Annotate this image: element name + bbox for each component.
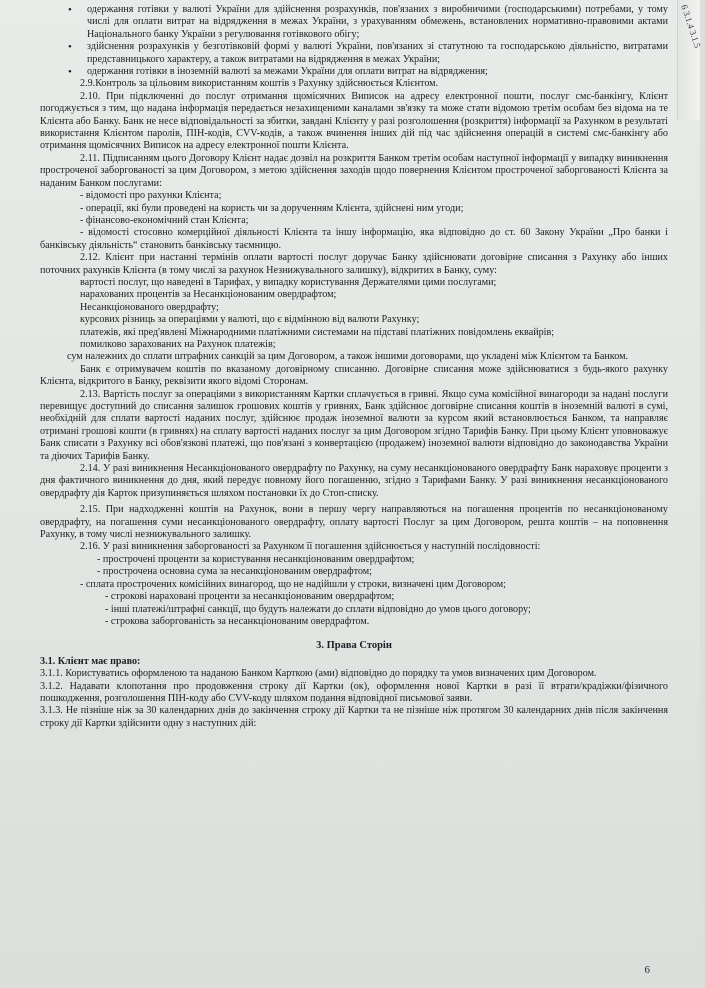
paragraph: - прострочені проценти за користування несанкціонованим овердрафтом;: [97, 553, 415, 565]
paragraph: сум належних до сплати штрафних санкцій за цим Договором, а також іншими договорами, що укладені між Клієнтом та Банком.: [67, 351, 629, 363]
paragraph: 2.13. Вартість послуг за операціями з використанням Картки сплачується в гривні. Якщо сума комісійної винагороди за надані послуги перевищує доступний до списання залишок грошових коштів у гривнях, Банк здійснює договірне списання коштів в іноземній валюті в сумі, необхідній для сплати вартості наданих послуг, здійснює продаж іноземної валюти за курсом який встановлюється Банком, та направляє отримані грошові кошти (в гривнях) на сплату вартості наданих послуг за цим Договором згідно Тарифів Банку. При цьому Клієнт уповноважує Банк списати з Рахунку всі обов'язкові платежі, що пов'язані з конвертацією (продажем) іноземної валюти відповідно до законодавства України та діючих Тарифів Банку.: [40, 388, 668, 462]
paragraph: 3.1. Клієнт має право:: [40, 655, 141, 667]
paragraph: 2.16. У разі виникнення заборгованості за Рахунком її погашення здійснюється у наступній послідовності:: [80, 541, 541, 553]
paragraph: Несанкціонованого овердрафту;: [80, 301, 219, 313]
paragraph: - прострочена основна сума за несанкціонованим овердрафтом;: [97, 566, 372, 578]
paragraph: Банк є отримувачем коштів по вказаному договірному списанню. Договірне списання може здійснюватися з будь-якого рахунку Клієнта, відкритого в Банку, реквізити якого відомі Сторонам.: [40, 363, 668, 388]
paragraph: помилково зарахованих на Рахунок платежів;: [80, 338, 276, 350]
paragraph: 2.14. У разі виникнення Несанкціонованого овердрафту по Рахунку, на суму несанкціонованого овердрафту Банк нараховує проценти з дня фактичного виникнення до дня, який передує повному його погашенню, згідно з Тарифами Банку. У разі виникнення несанкціонованого овердрафту дія Карток призупиняється шляхом постановки їх до Стоп-списку.: [40, 463, 668, 499]
paragraph: - відомості стосовно комерційної діяльності Клієнта та іншу інформацію, яка відповідно до ст. 60 Закону України „Про банки і банківську діяльність“ становить банківську таємницю.: [40, 227, 668, 251]
paragraph: платежів, які пред'явлені Міжнародними платіжними системами на підставі платіжних повідомлень еквайрів;: [80, 326, 555, 338]
section-heading: 3. Права Сторін: [316, 640, 392, 652]
paragraph: - фінансово-економічний стан Клієнта;: [80, 214, 249, 226]
paragraph: вартості послуг, що наведені в Тарифах, у випадку користування Держателями цими послугами;: [80, 276, 497, 288]
paragraph: 3.1.2. Надавати клопотання про продовження строку дії Картки (ок), оформлення нової Картки в разі її втрати/крадіжки/фізичного пошкодження, розголошення ПІН-коду або CVV-коду шляхом подання відповідної письмової заяви.: [40, 680, 668, 704]
paragraph: - операції, які були проведені на користь чи за дорученням Клієнта, здійснені ним угоди;: [80, 202, 464, 214]
paragraph: - строкові нараховані проценти за несанкціонованим овердрафтом;: [105, 591, 395, 603]
paragraph: 2.10. При підключенні до послуг отримання щомісячних Виписок на адресу електронної пошти, послуг смс-банкінгу, Клієнт погоджується з тим, що надана інформація передається незахищеними каналами зв'язку та може стати відомою третім особам без відома на те Клієнта або Банку. Банк не несе відповідальності за збитки, завдані Клієнту у разі розголошення (розкриття) інформації за Рахунком в результаті використання Клієнтом паролів, ПІН-кодів, CVV-кодів, а також вчинення інших дій під час здійснення операцій в системі смс-банкінгу або отримання щомісячних Виписок на адресу електронної пошти Клієнта.: [40, 90, 668, 152]
document-body: [40, 4, 668, 730]
paragraph: 3.1.1. Користуватись оформленою та наданою Банком Карткою (ами) відповідно до порядку та умов визначених цим Договором.: [40, 668, 597, 680]
paragraph: 2.11. Підписанням цього Договору Клієнт надає дозвіл на розкриття Банком третім особам наступної інформації у випадку виникнення простроченої заборгованості за цим Договором, з метою здійснення заходів щодо повернення Клієнтом простроченої заборгованості Клієнта за наданим Банком послугами:: [40, 152, 668, 189]
paragraph: • здійснення розрахунків у безготівковій формі у валюті України, пов'язаних зі статутною та господарською діяльністю, витратами представницького характеру, а також витратами на відрядження в межах України;: [40, 41, 668, 66]
paragraph: 2.15. При надходженні коштів на Рахунок, вони в першу чергу направляються на погашення процентів по несанкціонованому овердрафту, на погашення суми несанкціонованого овердрафту, оплату вартості Послуг за цим Договором, решта коштів – на поповнення Рахунку, в тому числі незнижувального залишку.: [40, 504, 668, 541]
paragraph: - інші платежі/штрафні санкції, що будуть належати до сплати відповідно до умов цього договору;: [105, 603, 531, 615]
paragraph: нарахованих процентів за Несанкціонованим овердрафтом;: [80, 289, 337, 301]
paragraph: - строкова заборгованість за несанкціонованим овердрафтом.: [105, 615, 370, 627]
paragraph: 3.1.3. Не пізніше ніж за 30 календарних днів до закінчення строку дії Картки та не пізніше ніж протягом 30 календарних днів після закінчення строку дії Картки здійснити одну з наступних дій:: [40, 705, 668, 729]
paragraph: - відомості про рахунки Клієнта;: [80, 190, 222, 202]
paragraph: 2.9.Контроль за цільовим використанням коштів з Рахунку здійснюється Клієнтом.: [80, 78, 439, 90]
paragraph: 2.12. Клієнт при настанні термінів оплати вартості послуг доручає Банку здійснювати договірне списання з Рахунку або інших поточних рахунків Клієнта (в тому числі за рахунок Незнижувального залишку), відкритих в Банку, суму:: [40, 252, 668, 276]
paragraph: курсових різниць за операціями у валюті, що є відмінною від валюти Рахунку;: [80, 314, 420, 326]
page-number: 6: [644, 964, 650, 976]
paragraph: • одержання готівки у валюті України для здійснення розрахунків, пов'язаних з виробничими (господарськими) потребами, у тому числі для оплати витрат на відрядження в межах України, з урахуванням обмежень, встановлених нормативно-правовими актами Національного банку України з регулювання готівкового обігу;: [40, 4, 668, 41]
adjacent-page-edge: [677, 0, 703, 120]
paragraph: • одержання готівки в іноземній валюті за межами України для оплати витрат на відрядження;: [40, 66, 668, 78]
margin-note: 6 3.1.4 3.1.5: [679, 3, 703, 50]
paragraph: - сплата прострочених комісійних винагород, що не надійшли у строки, визначені цим Договором;: [80, 578, 506, 590]
